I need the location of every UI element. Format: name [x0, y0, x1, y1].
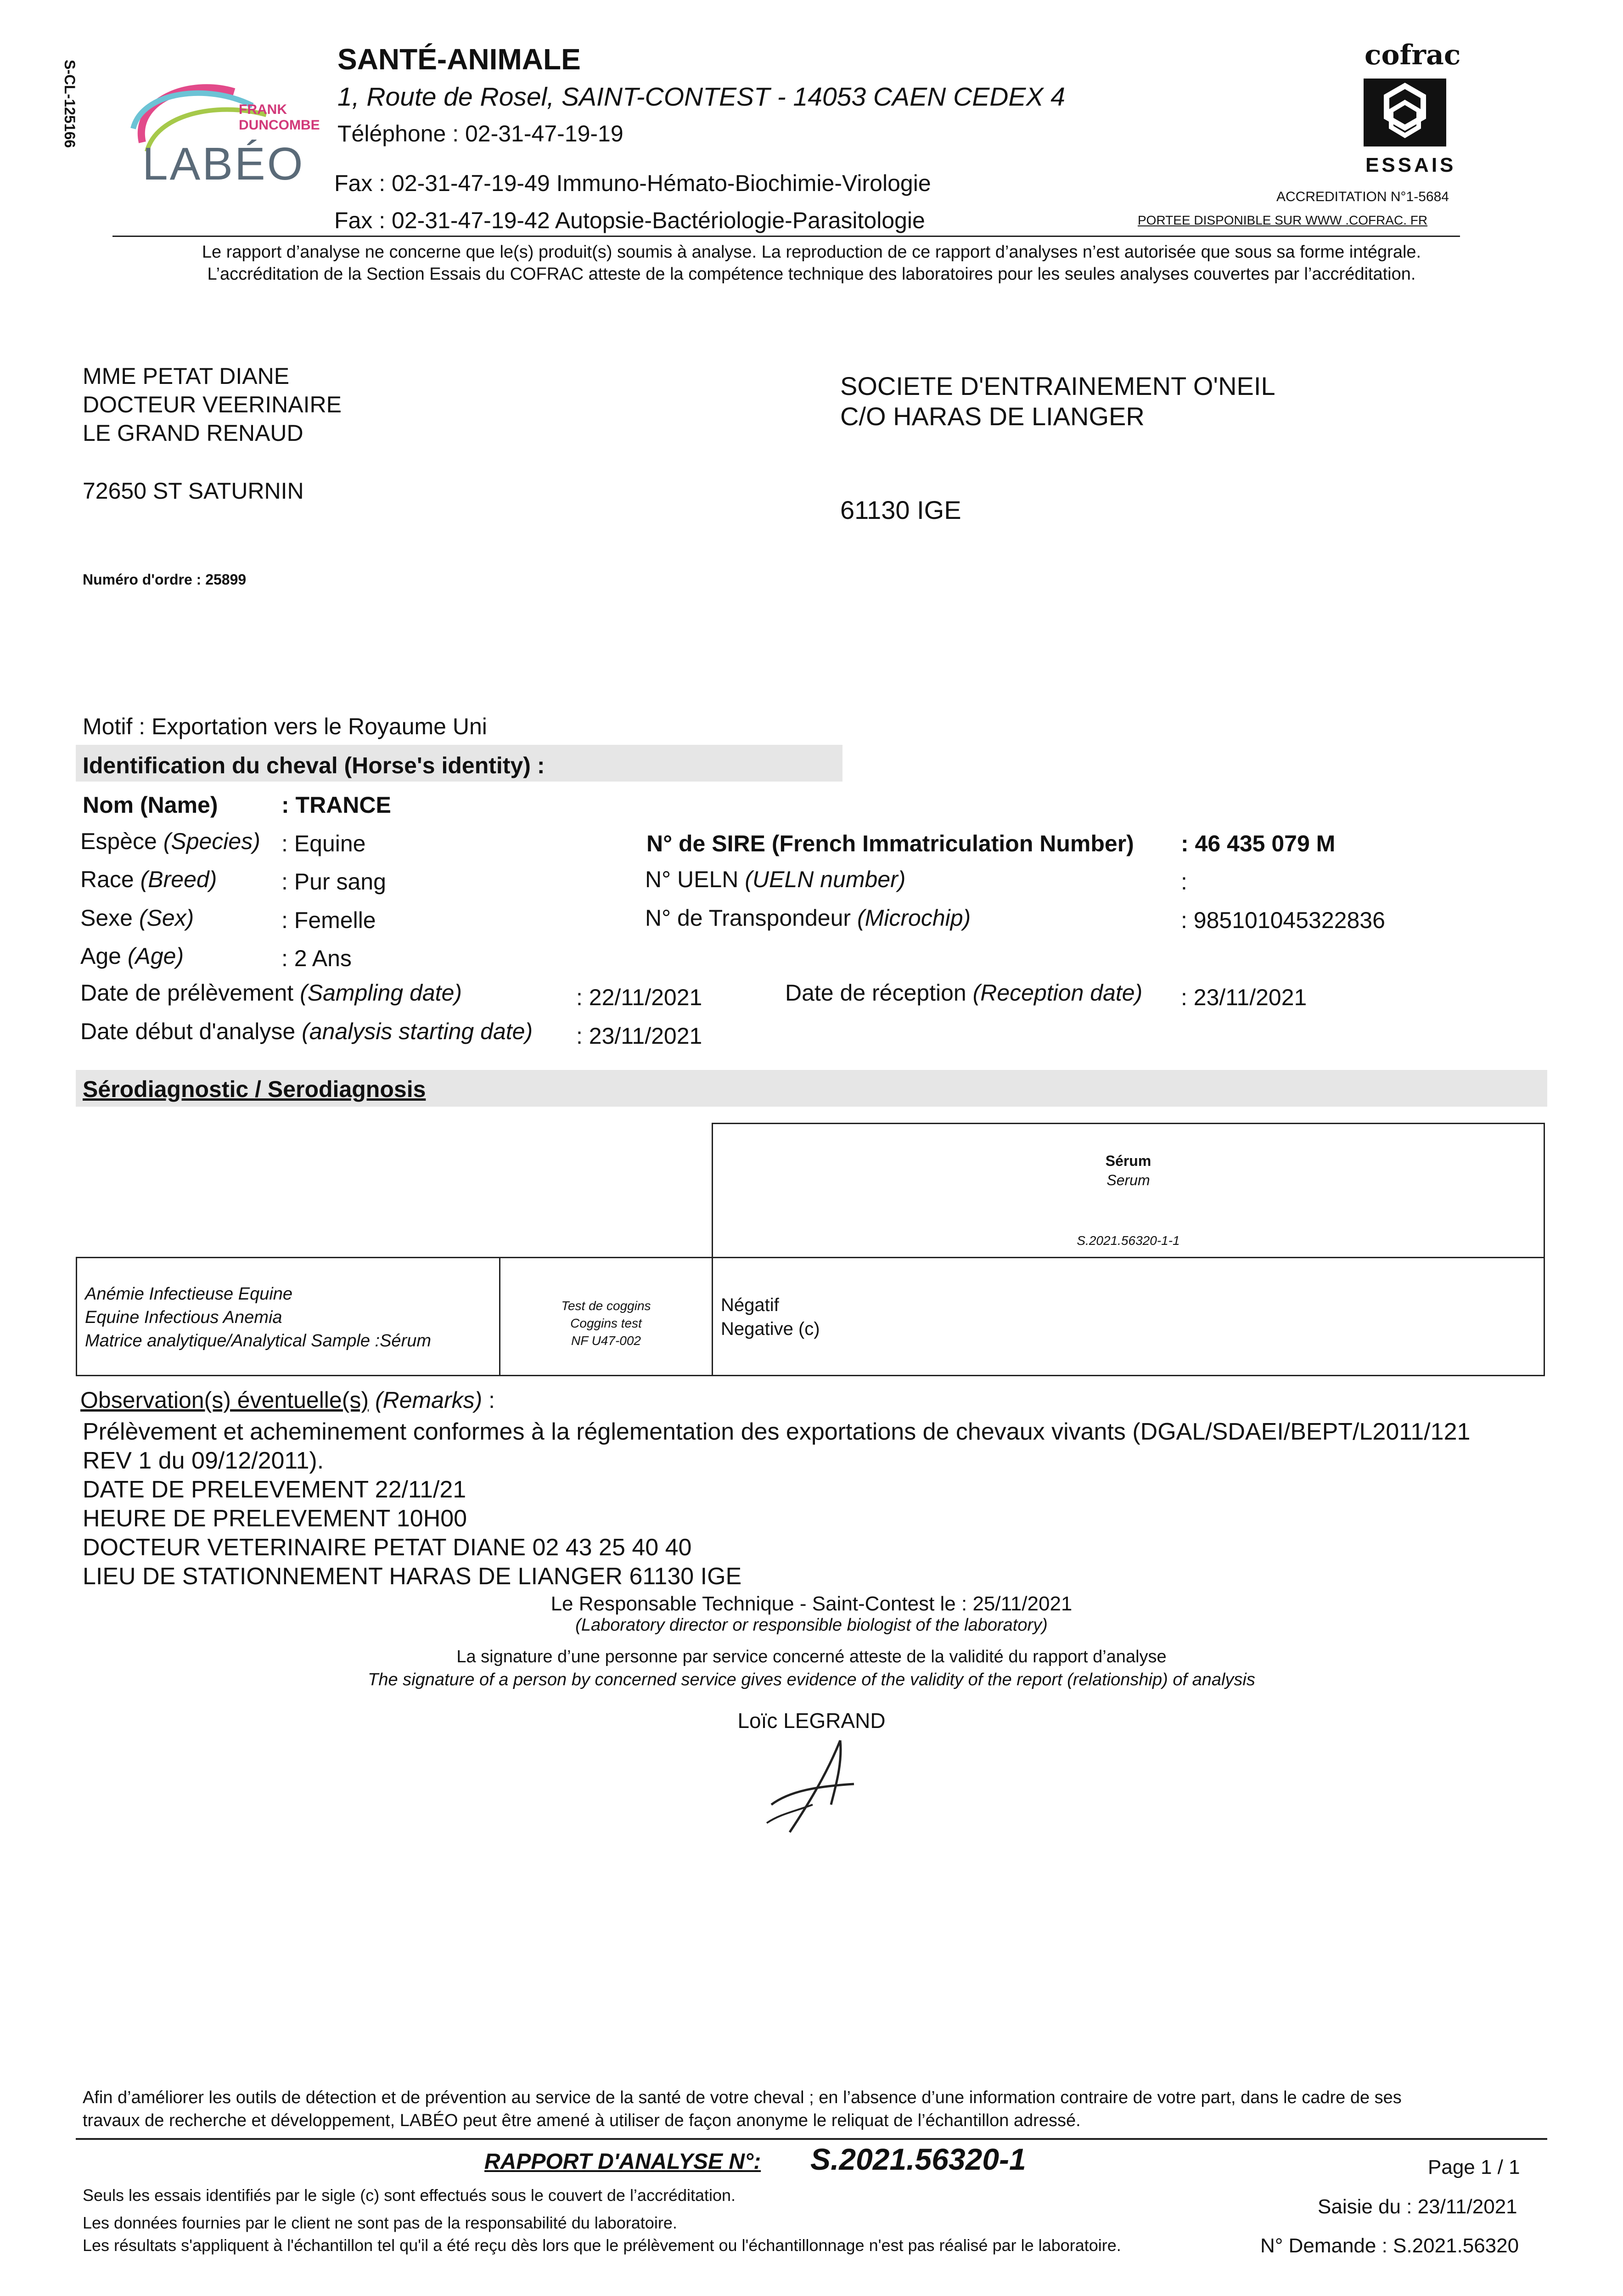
observation-l2: REV 1 du 09/12/2011).: [83, 1447, 324, 1474]
footer-f1: Seuls les essais identifiés par le sigle (c) sont effectués sous le couvert de l’accréditation.: [83, 2186, 736, 2205]
prelev-label-fr: Date de prélèvement: [80, 980, 294, 1006]
debut-label-en: (analysis starting date): [302, 1019, 533, 1044]
method-l3: NF U47-002: [571, 1334, 641, 1348]
recipient-right-l3: 61130 IGE: [840, 495, 961, 524]
sexe-label-fr: Sexe: [80, 905, 133, 931]
espece-label-fr: Espèce: [80, 828, 157, 854]
recipient-right-l1: SOCIETE D'ENTRAINEMENT O'NEIL: [840, 371, 1275, 400]
observations-label-fr: Observation(s) éventuelle(s): [80, 1387, 369, 1413]
method-l1: Test de coggins: [561, 1299, 651, 1313]
ueln-label-fr: N° UELN: [645, 867, 739, 892]
motif: Motif : Exportation vers le Royaume Uni: [83, 714, 487, 739]
footer-note-l1: Afin d’améliorer les outils de détection et de prévention au service de la santé de votre cheval ; en l’absence d’une information contraire de votre part, dans le cadre de ses: [83, 2088, 1402, 2107]
responsable: Le Responsable Technique - Saint-Contest le : 25/11/2021: [550, 1593, 1073, 1615]
observation-l1: Prélèvement et acheminement conformes à la réglementation des exportations de chevaux vivants (DGAL/SDAEI/BEPT/L2011/121: [83, 1418, 1471, 1445]
saisie: Saisie du : 23/11/2021: [1318, 2195, 1517, 2218]
rapport-number: S.2021.56320-1: [810, 2142, 1026, 2176]
observation-l6: LIEU DE STATIONNEMENT HARAS DE LIANGER 61130 IGE: [83, 1563, 742, 1590]
notice-line1: Le rapport d’analyse ne concerne que le(s) produit(s) soumis à analyse. La reproduction de ce rapport d’analyses n’est autorisée que sous sa forme intégrale.: [202, 242, 1421, 262]
age-label: [80, 943, 184, 969]
recep-value: : 23/11/2021: [1181, 985, 1307, 1010]
cofrac-essais: ESSAIS: [1365, 154, 1456, 176]
signature-icon: [762, 1736, 872, 1837]
recipient-left-l2: DOCTEUR VEERINAIRE: [83, 392, 342, 417]
espece-label: [80, 828, 260, 855]
result-l2: Negative (c): [721, 1319, 820, 1339]
notice-line2: L’accréditation de la Section Essais du COFRAC atteste de la compétence technique des laboratoires pour les seules analyses couvertes par l’accréditation.: [207, 264, 1416, 284]
debut-value: : 23/11/2021: [576, 1023, 702, 1049]
prelev-label: [80, 979, 462, 1006]
prelev-value: : 22/11/2021: [576, 985, 702, 1010]
logo-partner-line1: FRANK: [239, 102, 287, 117]
ueln-label-en: (UELN number): [745, 867, 906, 892]
sexe-label-en: (Sex): [139, 905, 194, 931]
transp-label: [645, 905, 971, 931]
espece-label-en: (Species): [163, 828, 260, 854]
sample-id: S.2021.56320-1-1: [1077, 1233, 1180, 1248]
signatory-name: Loïc LEGRAND: [737, 1709, 886, 1733]
observations-label: [80, 1387, 495, 1413]
debut-label: [80, 1018, 533, 1045]
race-label-fr: Race: [80, 867, 134, 892]
sexe-value: : Femelle: [281, 907, 376, 933]
side-code: S-CL-125166: [62, 60, 78, 148]
analysis-l1: Anémie Infectieuse Equine: [85, 1284, 293, 1304]
ueln-value: :: [1181, 869, 1187, 895]
sample-column-title-en: Serum: [1106, 1172, 1150, 1188]
lab-fax2: Fax : 02-31-47-19-42 Autopsie-Bactériologie-Parasitologie: [334, 208, 925, 233]
footer-f2: Les données fournies par le client ne sont pas de la responsabilité du laboratoire.: [83, 2213, 677, 2232]
observation-l3: DATE DE PRELEVEMENT 22/11/21: [83, 1476, 466, 1503]
observation-l4: HEURE DE PRELEVEMENT 10H00: [83, 1505, 467, 1532]
prelev-label-en: (Sampling date): [300, 980, 462, 1006]
transp-label-fr: N° de Transpondeur: [645, 905, 851, 931]
espece-value: : Equine: [281, 831, 366, 856]
attest: La signature d’une personne par service concerné atteste de la validité du rapport d’analyse: [456, 1647, 1167, 1666]
cofrac-accreditation: ACCREDITATION N°1-5684: [1276, 189, 1449, 204]
race-value: : Pur sang: [281, 869, 386, 895]
header-rule: [112, 236, 1460, 237]
cofrac-word: cofrac: [1365, 39, 1461, 71]
analysis-l2: Equine Infectious Anemia: [85, 1308, 282, 1327]
nom-value: : TRANCE: [281, 792, 391, 818]
observations-colon: :: [489, 1387, 495, 1413]
demande: N° Demande : S.2021.56320: [1260, 2234, 1519, 2257]
recipient-left-l3: LE GRAND RENAUD: [83, 420, 303, 446]
sexe-label: [80, 905, 194, 931]
sample-column-title: Sérum: [1105, 1153, 1151, 1169]
ueln-label: [645, 866, 905, 893]
analysis-l3: Matrice analytique/Analytical Sample :Sérum: [85, 1331, 432, 1351]
cofrac-logo: [1359, 39, 1461, 181]
footer-f3: Les résultats s'appliquent à l'échantillon tel qu'il a été reçu dès lors que le prélèvement ou l'échantillonnage n'est pas réalisé par le laboratoire.: [83, 2236, 1121, 2255]
labeo-logo: [115, 73, 326, 197]
logo-partner-line2: DUNCOMBE: [239, 118, 320, 133]
race-label-en: (Breed): [140, 867, 217, 892]
cofrac-emblem-icon: [1359, 76, 1451, 149]
identification-header: Identification du cheval (Horse's identity) :: [83, 753, 545, 778]
page-number: Page 1 / 1: [1428, 2156, 1520, 2178]
recep-label: [785, 979, 1142, 1006]
result-cell: [712, 1257, 1545, 1376]
order-number: Numéro d'ordre : 25899: [83, 571, 247, 588]
nom-label: Nom (Name): [83, 792, 218, 818]
attest-en: The signature of a person by concerned service gives evidence of the validity of the report (relationship) of analysis: [368, 1670, 1255, 1689]
observations-label-en: (Remarks): [375, 1387, 483, 1413]
result-l1: Négatif: [721, 1295, 779, 1315]
footer-rule: [76, 2138, 1547, 2140]
lab-title: SANTÉ-ANIMALE: [337, 43, 581, 76]
recep-label-fr: Date de réception: [785, 980, 966, 1006]
debut-label-fr: Date début d'analyse: [80, 1019, 296, 1044]
sero-header: Sérodiagnostic / Serodiagnosis: [83, 1076, 426, 1102]
observation-l5: DOCTEUR VETERINAIRE PETAT DIANE 02 43 25 40 40: [83, 1534, 692, 1561]
recipient-left-l4: 72650 ST SATURNIN: [83, 478, 304, 504]
responsable-en: (Laboratory director or responsible biologist of the laboratory): [575, 1615, 1048, 1635]
transp-label-en: (Microchip): [857, 905, 971, 931]
recipient-left-l1: MME PETAT DIANE: [83, 363, 290, 389]
sire-label: N° de SIRE (French Immatriculation Number): [646, 831, 1134, 856]
recep-label-en: (Reception date): [972, 980, 1143, 1006]
lab-address: 1, Route de Rosel, SAINT-CONTEST - 14053 CAEN CEDEX 4: [337, 82, 1066, 112]
recipient-right-l2: C/O HARAS DE LIANGER: [840, 402, 1145, 431]
age-label-en: (Age): [127, 943, 184, 969]
rapport-label: RAPPORT D'ANALYSE N°:: [484, 2150, 761, 2174]
sire-value: : 46 435 079 M: [1181, 831, 1336, 856]
lab-fax1: Fax : 02-31-47-19-49 Immuno-Hémato-Biochimie-Virologie: [334, 170, 931, 196]
lab-phone: Téléphone : 02-31-47-19-19: [337, 121, 623, 146]
logo-brand: LABÉO: [142, 138, 305, 190]
method-l2: Coggins test: [570, 1316, 642, 1330]
age-value: : 2 Ans: [281, 945, 352, 971]
age-label-fr: Age: [80, 943, 121, 969]
cofrac-portee: PORTEE DISPONIBLE SUR WWW .COFRAC. FR: [1138, 213, 1428, 227]
footer-note-l2: travaux de recherche et développement, LABÉO peut être amené à utiliser de façon anonyme le reliquat de l’échantillon adressé.: [83, 2111, 1081, 2130]
race-label: [80, 866, 217, 893]
transp-value: : 985101045322836: [1181, 907, 1385, 933]
